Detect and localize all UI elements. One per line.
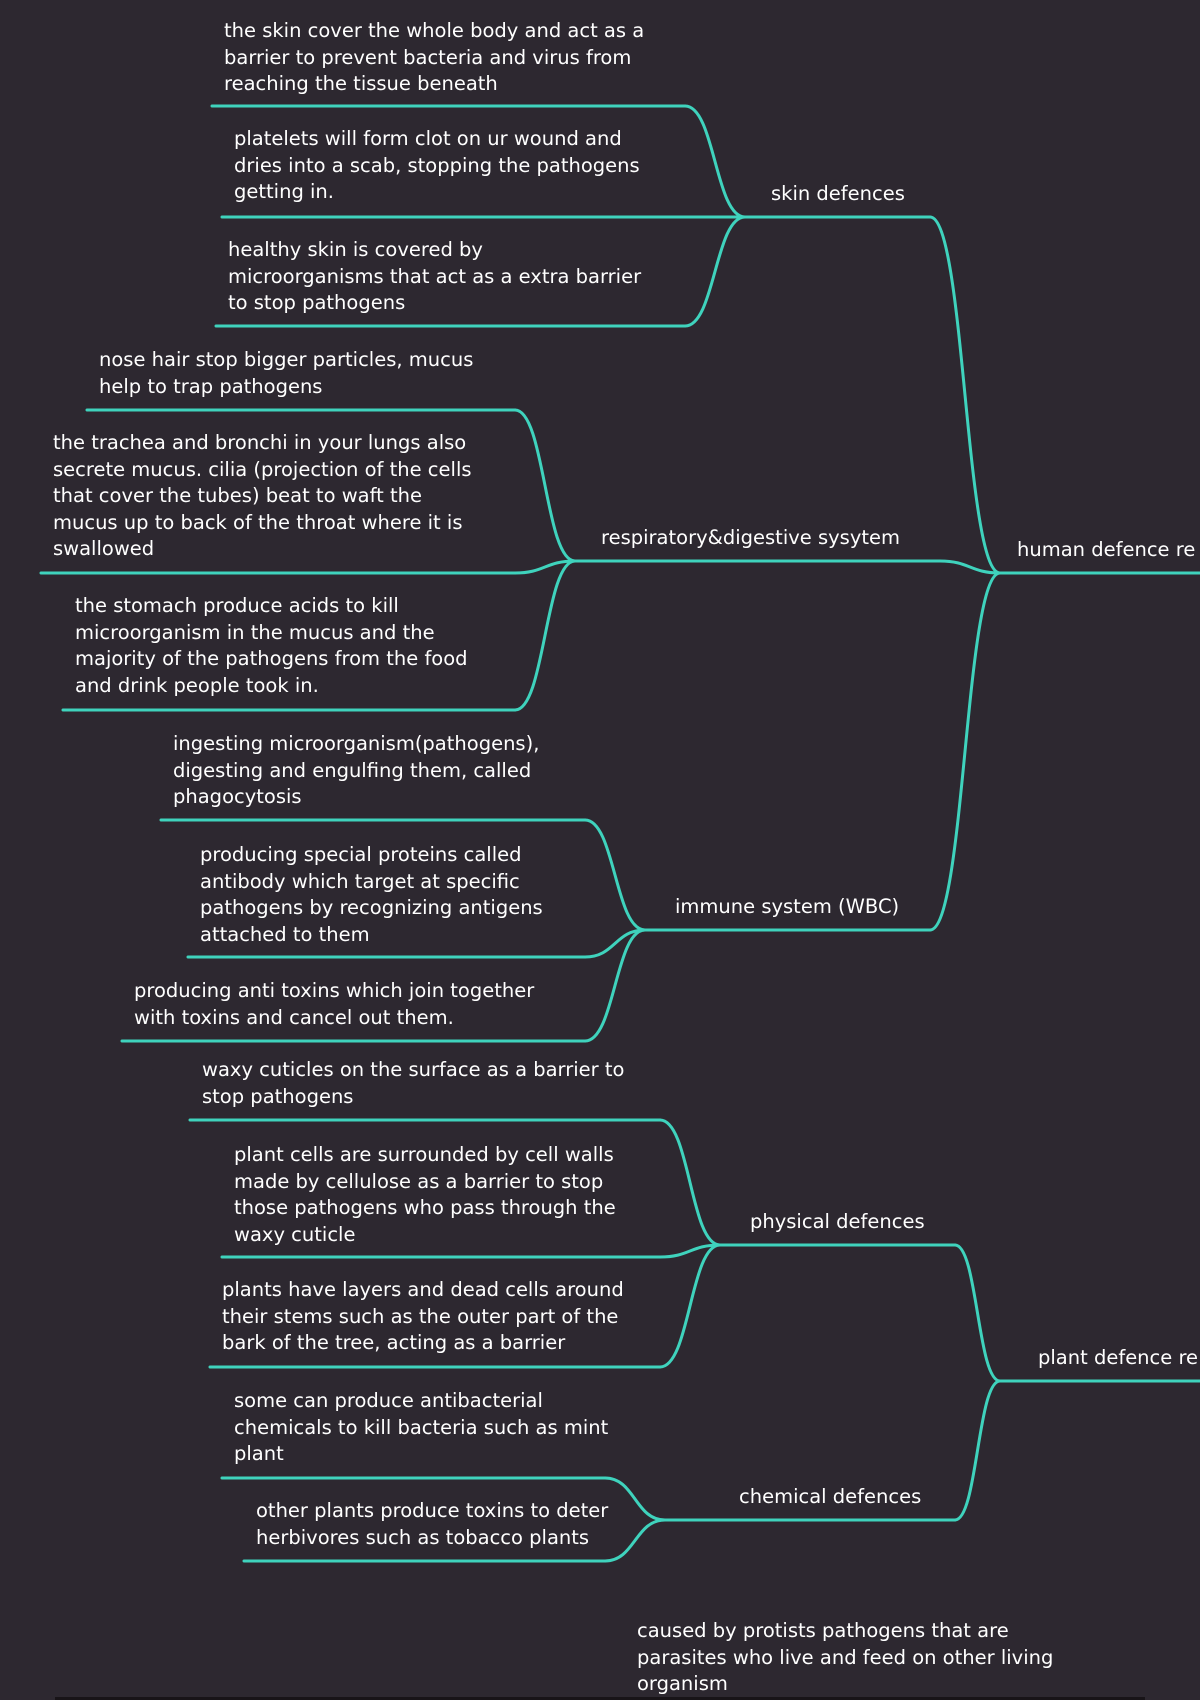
branch-node-skin[interactable]: skin defences bbox=[771, 182, 905, 205]
leaf-node-line: microorganisms that act as a extra barrier bbox=[228, 264, 642, 288]
leaf-node-line: phagocytosis bbox=[173, 785, 302, 808]
leaf-node-line: help to trap pathogens bbox=[99, 374, 323, 398]
leaf-connector bbox=[685, 106, 745, 217]
leaf-node[interactable] bbox=[222, 1277, 624, 1357]
leaf-node-line: herbivores such as tobacco plants bbox=[256, 1525, 590, 1549]
leaf-node-line: antibody which target at specific bbox=[200, 869, 520, 893]
leaf-connector bbox=[515, 410, 575, 561]
leaf-node[interactable] bbox=[134, 978, 534, 1031]
leaf-node-line: swallowed bbox=[53, 537, 155, 560]
leaf-node-line: nose hair stop bigger particles, mucus bbox=[99, 348, 474, 371]
leaf-node-line: plants have layers and dead cells around bbox=[222, 1278, 624, 1301]
leaf-node-line: majority of the pathogens from the food bbox=[75, 647, 468, 670]
leaf-connector bbox=[605, 1520, 665, 1561]
leaf-node[interactable] bbox=[256, 1498, 608, 1551]
leaf-node[interactable] bbox=[224, 18, 644, 98]
footer-note[interactable] bbox=[637, 1618, 1053, 1698]
leaf-node-line: barrier to prevent bacteria and virus from bbox=[224, 45, 632, 69]
leaf-node-line: pathogens by recognizing antigens bbox=[200, 896, 543, 919]
leaf-node-line: waxy cuticles on the surface as a barrier to bbox=[202, 1058, 625, 1081]
footer-note-line: organism bbox=[637, 1672, 728, 1695]
leaf-node[interactable] bbox=[234, 126, 640, 206]
leaf-node-line: plant cells are surrounded by cell walls bbox=[234, 1143, 614, 1166]
branch-connector-immune bbox=[930, 573, 1000, 930]
leaf-connector bbox=[605, 1478, 665, 1520]
leaf-node-line: with toxins and cancel out them. bbox=[134, 1005, 454, 1029]
leaf-node-line: the skin cover the whole body and act as a bbox=[224, 19, 645, 42]
leaf-node-line: stop pathogens bbox=[202, 1084, 354, 1108]
leaf-connector bbox=[585, 820, 645, 930]
leaf-node-line: producing anti toxins which join together bbox=[134, 979, 535, 1002]
footer-note-line: parasites who live and feed on other living bbox=[637, 1645, 1054, 1669]
leaf-node-line: platelets will form clot on ur wound and bbox=[234, 127, 622, 150]
leaf-node-line: attached to them bbox=[200, 922, 370, 946]
branch-node-resp[interactable]: respiratory&digestive sysytem bbox=[601, 526, 901, 549]
leaf-node-line: and drink people took in. bbox=[75, 673, 319, 697]
branch-connector-skin bbox=[930, 217, 1000, 573]
root-node-plant[interactable]: plant defence re bbox=[1038, 1346, 1199, 1369]
leaf-node[interactable] bbox=[228, 237, 641, 317]
leaf-node-line: ingesting microorganism(pathogens), bbox=[173, 732, 540, 755]
leaf-node-line: digesting and engulfing them, called bbox=[173, 758, 532, 782]
leaf-node-line: reaching the tissue beneath bbox=[224, 72, 498, 95]
footer-note-line: caused by protists pathogens that are bbox=[637, 1619, 1009, 1642]
leaf-node[interactable] bbox=[99, 347, 473, 400]
leaf-node-line: healthy skin is covered by bbox=[228, 238, 483, 261]
leaf-node-line: to stop pathogens bbox=[228, 291, 406, 314]
leaf-node[interactable] bbox=[202, 1057, 624, 1110]
leaf-node-line: plant bbox=[234, 1442, 284, 1465]
leaf-node-line: microorganism in the mucus and the bbox=[75, 620, 435, 644]
leaf-node-line: waxy cuticle bbox=[234, 1222, 356, 1246]
leaf-node-line: some can produce antibacterial bbox=[234, 1389, 543, 1412]
branch-node-immune[interactable]: immune system (WBC) bbox=[675, 895, 900, 918]
leaf-node-line: getting in. bbox=[234, 180, 334, 203]
leaf-node-line: producing special proteins called bbox=[200, 843, 522, 866]
leaf-node-line: those pathogens who pass through the bbox=[234, 1196, 616, 1219]
leaf-node-line: the trachea and bronchi in your lungs also bbox=[53, 431, 467, 454]
branch-node-chemical[interactable]: chemical defences bbox=[739, 1485, 922, 1508]
leaf-node-line: their stems such as the outer part of the bbox=[222, 1304, 619, 1328]
leaf-connector bbox=[660, 1120, 720, 1245]
leaf-node[interactable] bbox=[234, 1388, 608, 1468]
leaf-node[interactable] bbox=[173, 731, 539, 811]
branch-connector-physical bbox=[955, 1245, 1000, 1381]
leaf-node-line: that cover the tubes) beat to waft the bbox=[53, 484, 422, 507]
leaf-node[interactable] bbox=[200, 842, 543, 948]
leaf-node-line: the stomach produce acids to kill bbox=[75, 594, 399, 617]
branch-node-physical[interactable]: physical defences bbox=[750, 1210, 925, 1233]
leaf-node-line: made by cellulose as a barrier to stop bbox=[234, 1169, 604, 1193]
leaf-node-line: other plants produce toxins to deter bbox=[256, 1499, 609, 1522]
leaf-node-line: secrete mucus. cilia (projection of the cells bbox=[53, 457, 472, 481]
leaf-connector bbox=[585, 930, 645, 1041]
leaf-node-line: chemicals to kill bacteria such as mint bbox=[234, 1415, 609, 1439]
root-node-human[interactable]: human defence re bbox=[1017, 538, 1196, 561]
branch-connector-chemical bbox=[955, 1381, 1000, 1520]
leaf-node[interactable] bbox=[234, 1142, 616, 1248]
leaf-connector bbox=[660, 1245, 720, 1367]
leaf-node[interactable] bbox=[75, 593, 468, 699]
leaf-node-line: mucus up to back of the throat where it is bbox=[53, 510, 463, 534]
leaf-connector bbox=[685, 217, 745, 326]
leaf-connector bbox=[515, 561, 575, 710]
leaf-node[interactable] bbox=[53, 430, 472, 563]
leaf-node-line: dries into a scab, stopping the pathogens bbox=[234, 153, 640, 177]
leaf-node-line: bark of the tree, acting as a barrier bbox=[222, 1331, 566, 1354]
